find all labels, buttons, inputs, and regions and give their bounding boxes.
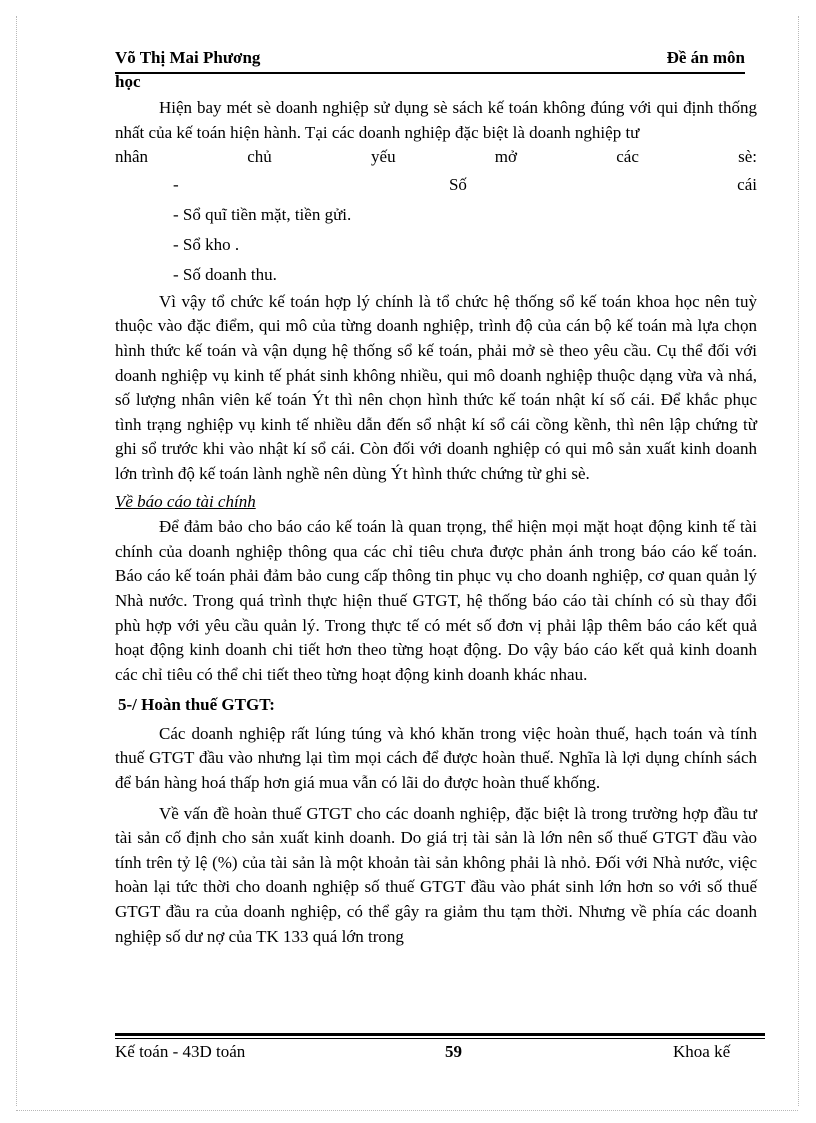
header-subject-continued: học [115, 72, 141, 91]
header-subject: Đề án môn [666, 48, 745, 67]
list-item: - Sổ quĩ tiền mặt, tiền gửi. [173, 204, 352, 224]
footer-rule-thin [115, 1038, 765, 1039]
page-border-left [16, 16, 17, 1106]
page-body [115, 96, 757, 949]
word: yếu [371, 147, 396, 167]
list-item [173, 170, 757, 200]
word: nhân [115, 147, 149, 167]
paragraph-1 [115, 96, 757, 145]
paragraph-3: Để đảm bảo cho báo cáo kế toán là quan trọng, thể hiện mọi mặt hoạt động kinh tế tài chính của doanh nghiệp thông qua các chỉ tiêu chưa được phản ánh trong báo cáo kế toán. Báo cáo kế toán phải đảm bảo cung cấp thông tin phục vụ cho doanh nghiệp, cơ quan quản lý Nhà nước. Trong quá trình thực hiện thuế GTGT, hệ thống báo cáo tài chính có sù thay đổi phù hợp với yêu cầu quản lý. Trong thực tế có mét số đơn vị phải lập thêm báo cáo kết quả hoạt động kinh doanh chi tiết hơn theo từng hoạt động. Do vậy báo cáo kết quả kinh doanh các chỉ tiêu có thể chi tiết theo từng hoạt động kinh doanh khác nhau. [115, 517, 757, 684]
paragraph-1-text: Hiện bay mét sè doanh nghiệp sử dụng sè sách kế toán không đúng với qui định thống nhất của kế toán hiện hành. Tại các doanh nghiệp đặc biệt là doanh nghiệp tư [115, 98, 757, 142]
list-dash: - [173, 174, 179, 194]
word: mở [494, 147, 518, 167]
paragraph-1-last-line [115, 145, 757, 170]
word: các [616, 147, 639, 167]
paragraph-5: Về vấn đề hoàn thuế GTGT cho các doanh nghiệp, đặc biệt là trong trường hợp đầu tư tài sản cố định cho sản xuất kinh doanh. Do giá trị tài sản là lớn nên số thuế GTGT đầu vào tính trên tỷ lệ (%) của tài sản là một khoản tài sản không phải là nhỏ. Đối với Nhà nước, việc hoàn lại tức thời cho doanh nghiệp số thuế GTGT đầu vào phát sinh lớn hơn so với số thuế GTGT đầu ra của doanh nghiệp, có thể gây ra giảm thu tạm thời. Nhưng về phía các doanh nghiệp số dư nợ của TK 133 quá lớn trong [115, 803, 757, 946]
word: chủ [247, 147, 272, 167]
paragraph-4: Các doanh nghiệp rất lúng túng và khó khăn trong việc hoàn thuế, hạch toán và tính thuế GTGT đầu vào nhưng lại tìm mọi cách để được hoàn thuế. Nghĩa là lợi dụng chính sách để bán hàng hoá thấp hơn giá mua vẫn có lãi do được hoàn thuế khống. [115, 723, 757, 793]
page-border-bottom [16, 1110, 798, 1111]
page-border-right [798, 16, 799, 1106]
footer-rule-thick [115, 1033, 765, 1036]
list-word: Số [448, 174, 467, 194]
list-item: - Sổ kho . [173, 234, 240, 254]
word: sè: [738, 147, 757, 167]
list-item: - Số doanh thu. [173, 264, 277, 284]
paragraph-2: Vì vậy tổ chức kế toán hợp lý chính là tổ chức hệ thống sổ kế toán khoa học nên tuỳ thuộc vào đặc điểm, qui mô của từng doanh nghiệp, trình độ của cán bộ kế toán mà lựa chọn hình thức kế toán và vận dụng hệ thống sổ kế toán, phải mở sè theo yêu cầu. Cụ thể đối với doanh nghiệp vụ kinh tế phát sinh không nhiều, qui mô doanh nghiệp thuộc dạng vừa và nhá, số lượng nhân viên kế toán Ýt thì nên chọn hình thức kế toán nhật kí số cái. Để khắc phục tình trạng nghiệp vụ kinh tế nhiều dẫn đến sổ nhật kí sổ cái cồng kềnh, thì nên lập chứng từ ghi sổ trước khi vào nhật kí sổ cái. Còn đối với doanh nghiệp có qui mô sản xuất kinh doanh lớn trình độ kế toán lành nghề nên dùng Ýt hình thức chứng từ ghi sè. [115, 291, 757, 483]
header-author: Võ Thị Mai Phương [115, 48, 261, 67]
ledger-list [115, 170, 757, 290]
list-word: cái [737, 174, 757, 194]
section-heading: 5-/ Hoàn thuế GTGT: [118, 695, 275, 715]
footer-left: Kế toán - 43D toán [115, 1042, 246, 1061]
header-rule [115, 72, 745, 74]
subheading-financial-report: Về báo cáo tài chính [115, 491, 256, 511]
page-number: 59 [445, 1042, 462, 1061]
footer-right: Khoa kế [673, 1042, 731, 1061]
